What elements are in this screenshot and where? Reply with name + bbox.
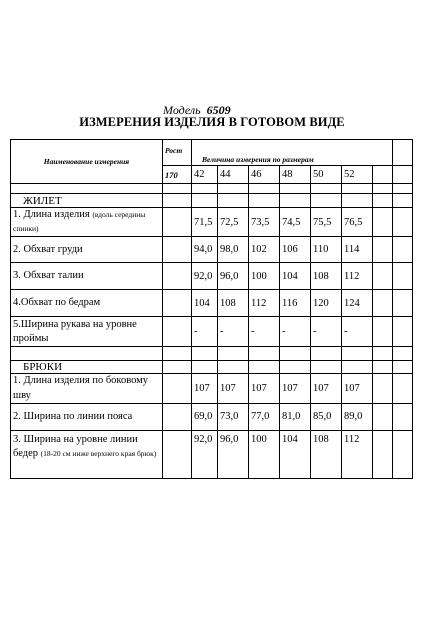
size-50: 50 — [311, 166, 342, 184]
cell-value: 69,0 — [192, 403, 218, 430]
row-label: 1. Длина изделия — [13, 209, 90, 220]
cell-value: 107 — [192, 374, 218, 403]
row-label: 1. Длина изделия по боковому шву — [11, 374, 163, 403]
measurements-table — [10, 139, 413, 479]
document-title: ИЗМЕРЕНИЯ ИЗДЕЛИЯ В ГОТОВОМ ВИДЕ — [79, 115, 345, 129]
cell-value: 116 — [280, 290, 311, 317]
cell-value: 100 — [249, 430, 280, 478]
table-row — [11, 403, 413, 430]
header-height-value: 170 — [163, 166, 192, 184]
row-label: 2. Обхват груди — [11, 237, 163, 263]
row-label: 3. Обхват талии — [11, 263, 163, 290]
header-height-label: Рост — [163, 140, 192, 166]
cell-value: 108 — [218, 290, 249, 317]
size-52: 52 — [342, 166, 373, 184]
model-label: Модель — [163, 103, 201, 117]
row-label: 5.Ширина рукава на уровне проймы — [11, 317, 163, 347]
table-row — [11, 263, 413, 290]
cell-value: 108 — [311, 263, 342, 290]
size-44: 44 — [218, 166, 249, 184]
cell-value: 112 — [342, 263, 373, 290]
table-row — [11, 290, 413, 317]
cell-value: 110 — [311, 237, 342, 263]
section-vest-title: ЖИЛЕТ — [11, 194, 163, 208]
cell-value: 92,0 — [192, 430, 218, 478]
cell-value: 114 — [342, 237, 373, 263]
cell-value: 124 — [342, 290, 373, 317]
cell-value: 104 — [192, 290, 218, 317]
cell-value: 108 — [311, 430, 342, 478]
cell-value: - — [192, 317, 218, 347]
cell-value: 75,5 — [311, 208, 342, 237]
row-note: (18-20 см ниже верхнего края брюк) — [40, 448, 157, 458]
table-row — [11, 374, 413, 403]
cell-value: 72,5 — [218, 208, 249, 237]
cell-value: 71,5 — [192, 208, 218, 237]
size-42: 42 — [192, 166, 218, 184]
cell-value: 100 — [249, 263, 280, 290]
header-values-label: Величина измерения по размерам — [192, 140, 393, 166]
cell-value: 98,0 — [218, 237, 249, 263]
cell-value: 120 — [311, 290, 342, 317]
cell-value: 106 — [280, 237, 311, 263]
header-name-column: Наименование измерения — [11, 140, 163, 184]
cell-value: - — [218, 317, 249, 347]
cell-value: 81,0 — [280, 403, 311, 430]
cell-value: 112 — [342, 430, 373, 478]
table-row — [11, 430, 413, 478]
size-48: 48 — [280, 166, 311, 184]
cell-value: 73,0 — [218, 403, 249, 430]
cell-value: 107 — [311, 374, 342, 403]
cell-value: - — [342, 317, 373, 347]
cell-value: 94,0 — [192, 237, 218, 263]
cell-value: 73,5 — [249, 208, 280, 237]
cell-value: 74,5 — [280, 208, 311, 237]
cell-value: 112 — [249, 290, 280, 317]
cell-value: 102 — [249, 237, 280, 263]
cell-value: 107 — [342, 374, 373, 403]
model-number: 6509 — [206, 103, 231, 117]
row-label: 4.Обхват по бедрам — [11, 290, 163, 317]
cell-value: 77,0 — [249, 403, 280, 430]
cell-value: 107 — [280, 374, 311, 403]
cell-value: 107 — [218, 374, 249, 403]
row-label: 2. Ширина по линии пояса — [11, 403, 163, 430]
cell-value: - — [249, 317, 280, 347]
row-note: (вдоль середины спинки) — [13, 210, 146, 234]
cell-value: 92,0 — [192, 263, 218, 290]
section-trousers-title: БРЮКИ — [11, 361, 163, 374]
size-46: 46 — [249, 166, 280, 184]
cell-value: 104 — [280, 430, 311, 478]
cell-value: 104 — [280, 263, 311, 290]
table-row — [11, 317, 413, 347]
cell-value: 89,0 — [342, 403, 373, 430]
cell-value: 96,0 — [218, 263, 249, 290]
cell-value: 76,5 — [342, 208, 373, 237]
row-label: 3. Ширина на уровне линии бедер — [13, 433, 138, 459]
table-row — [11, 208, 413, 237]
cell-value: 85,0 — [311, 403, 342, 430]
table-row — [11, 237, 413, 263]
cell-value: - — [311, 317, 342, 347]
cell-value: 107 — [249, 374, 280, 403]
cell-value: 96,0 — [218, 430, 249, 478]
cell-value: - — [280, 317, 311, 347]
